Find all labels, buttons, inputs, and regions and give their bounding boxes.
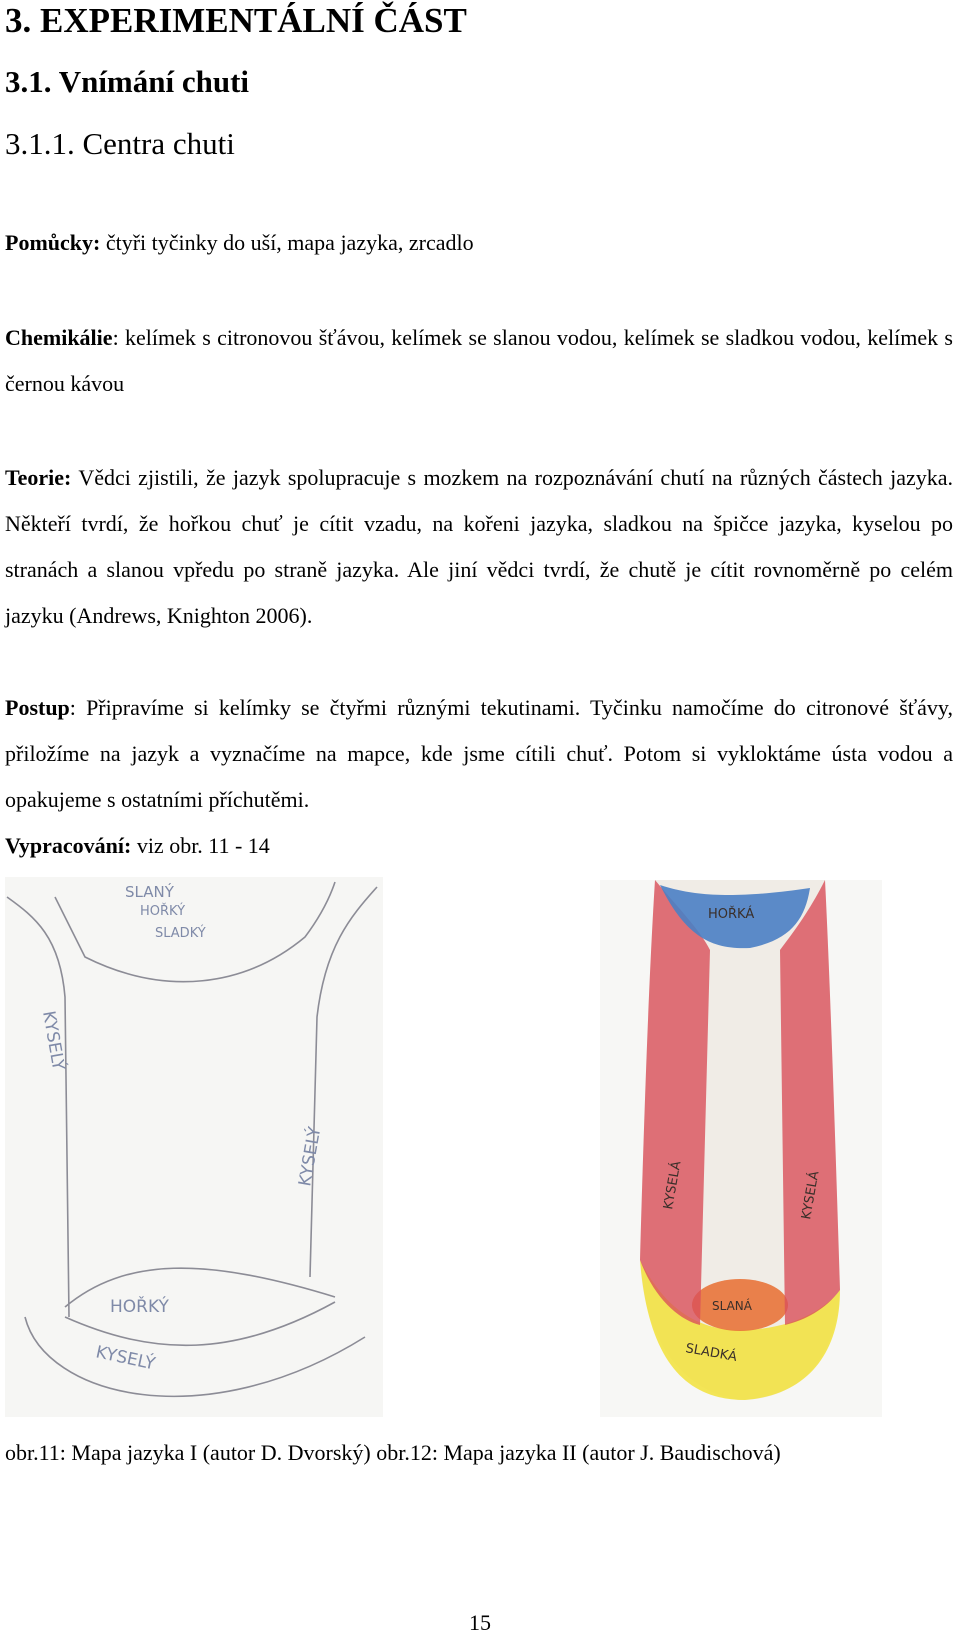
section-heading: 3. EXPERIMENTÁLNÍ ČÁST	[5, 1, 467, 40]
vypracovani-text: viz obr. 11 - 14	[131, 833, 270, 858]
label-horky-bottom: HOŘKÝ	[110, 1297, 169, 1317]
label-sladka: SLADKÁ	[684, 1341, 739, 1365]
subsubsection-heading: 3.1.1. Centra chuti	[5, 126, 235, 161]
postup-text: : Připravíme si kelímky se čtyřmi různými tekutinami. Tyčinku namočíme do citronové šťávy, přiložíme na jazyk a vyznačíme na mapce, kde jsme cítili chuť. Potom si vykloktáme ústa vodou a opakujeme s ostatními příchutěmi.	[5, 695, 953, 812]
teorie-paragraph	[5, 455, 953, 639]
pomucky-paragraph	[5, 228, 474, 258]
chemikalie-paragraph	[5, 315, 953, 407]
vypracovani-label: Vypracování:	[5, 833, 132, 858]
subsection-heading: 3.1. Vnímání chuti	[5, 64, 250, 99]
label-slana: SLANÁ	[712, 1299, 752, 1313]
tongue-map-figure-2	[600, 880, 882, 1417]
figure-1-paper	[5, 877, 383, 1417]
label-kysela-left: KYSELÁ	[661, 1159, 685, 1211]
label-horka: HOŘKÁ	[708, 907, 755, 922]
label-horky-top: HOŘKÝ	[140, 904, 186, 919]
postup-paragraph	[5, 685, 953, 823]
label-kysela-right: KYSELÁ	[799, 1169, 823, 1221]
label-slany: SLANÝ	[125, 883, 174, 901]
chemikalie-label: Chemikálie	[5, 325, 113, 350]
tongue-map-figure-1	[5, 877, 383, 1417]
page-number: 15	[469, 1610, 491, 1635]
vypracovani-paragraph	[5, 831, 270, 861]
postup-label: Postup	[5, 695, 70, 720]
pomucky-label: Pomůcky:	[5, 230, 101, 255]
label-kysely-left: KYSELÝ	[38, 1009, 69, 1073]
figure-caption: obr.11: Mapa jazyka I (autor D. Dvorský) obr.12: Mapa jazyka II (autor J. Baudischová)	[5, 1440, 781, 1465]
label-kysely-right: KYSELÝ	[295, 1125, 326, 1188]
teorie-label: Teorie:	[5, 465, 72, 490]
pomucky-text: čtyři tyčinky do uší, mapa jazyka, zrcadlo	[100, 230, 474, 255]
teorie-text: Vědci zjistili, že jazyk spolupracuje s mozkem na rozpoznávání chutí na různých částech jazyka. Někteří tvrdí, že hořkou chuť je cítit vzadu, na kořeni jazyka, sladkou na špičce jazyka, kyselou po stranách a slanou vpředu po straně jazyka. Ale jiní vědci tvrdí, že chutě je cítit rovnoměrně po celém jazyku (Andrews, Knighton 2006).	[5, 465, 953, 628]
label-sladky: SLADKÝ	[155, 926, 206, 941]
chemikalie-text: : kelímek s citronovou šťávou, kelímek se slanou vodou, kelímek se sladkou vodou, kelímek s černou kávou	[5, 325, 953, 396]
label-kysely-bottom: KYSELÝ	[93, 1342, 157, 1375]
